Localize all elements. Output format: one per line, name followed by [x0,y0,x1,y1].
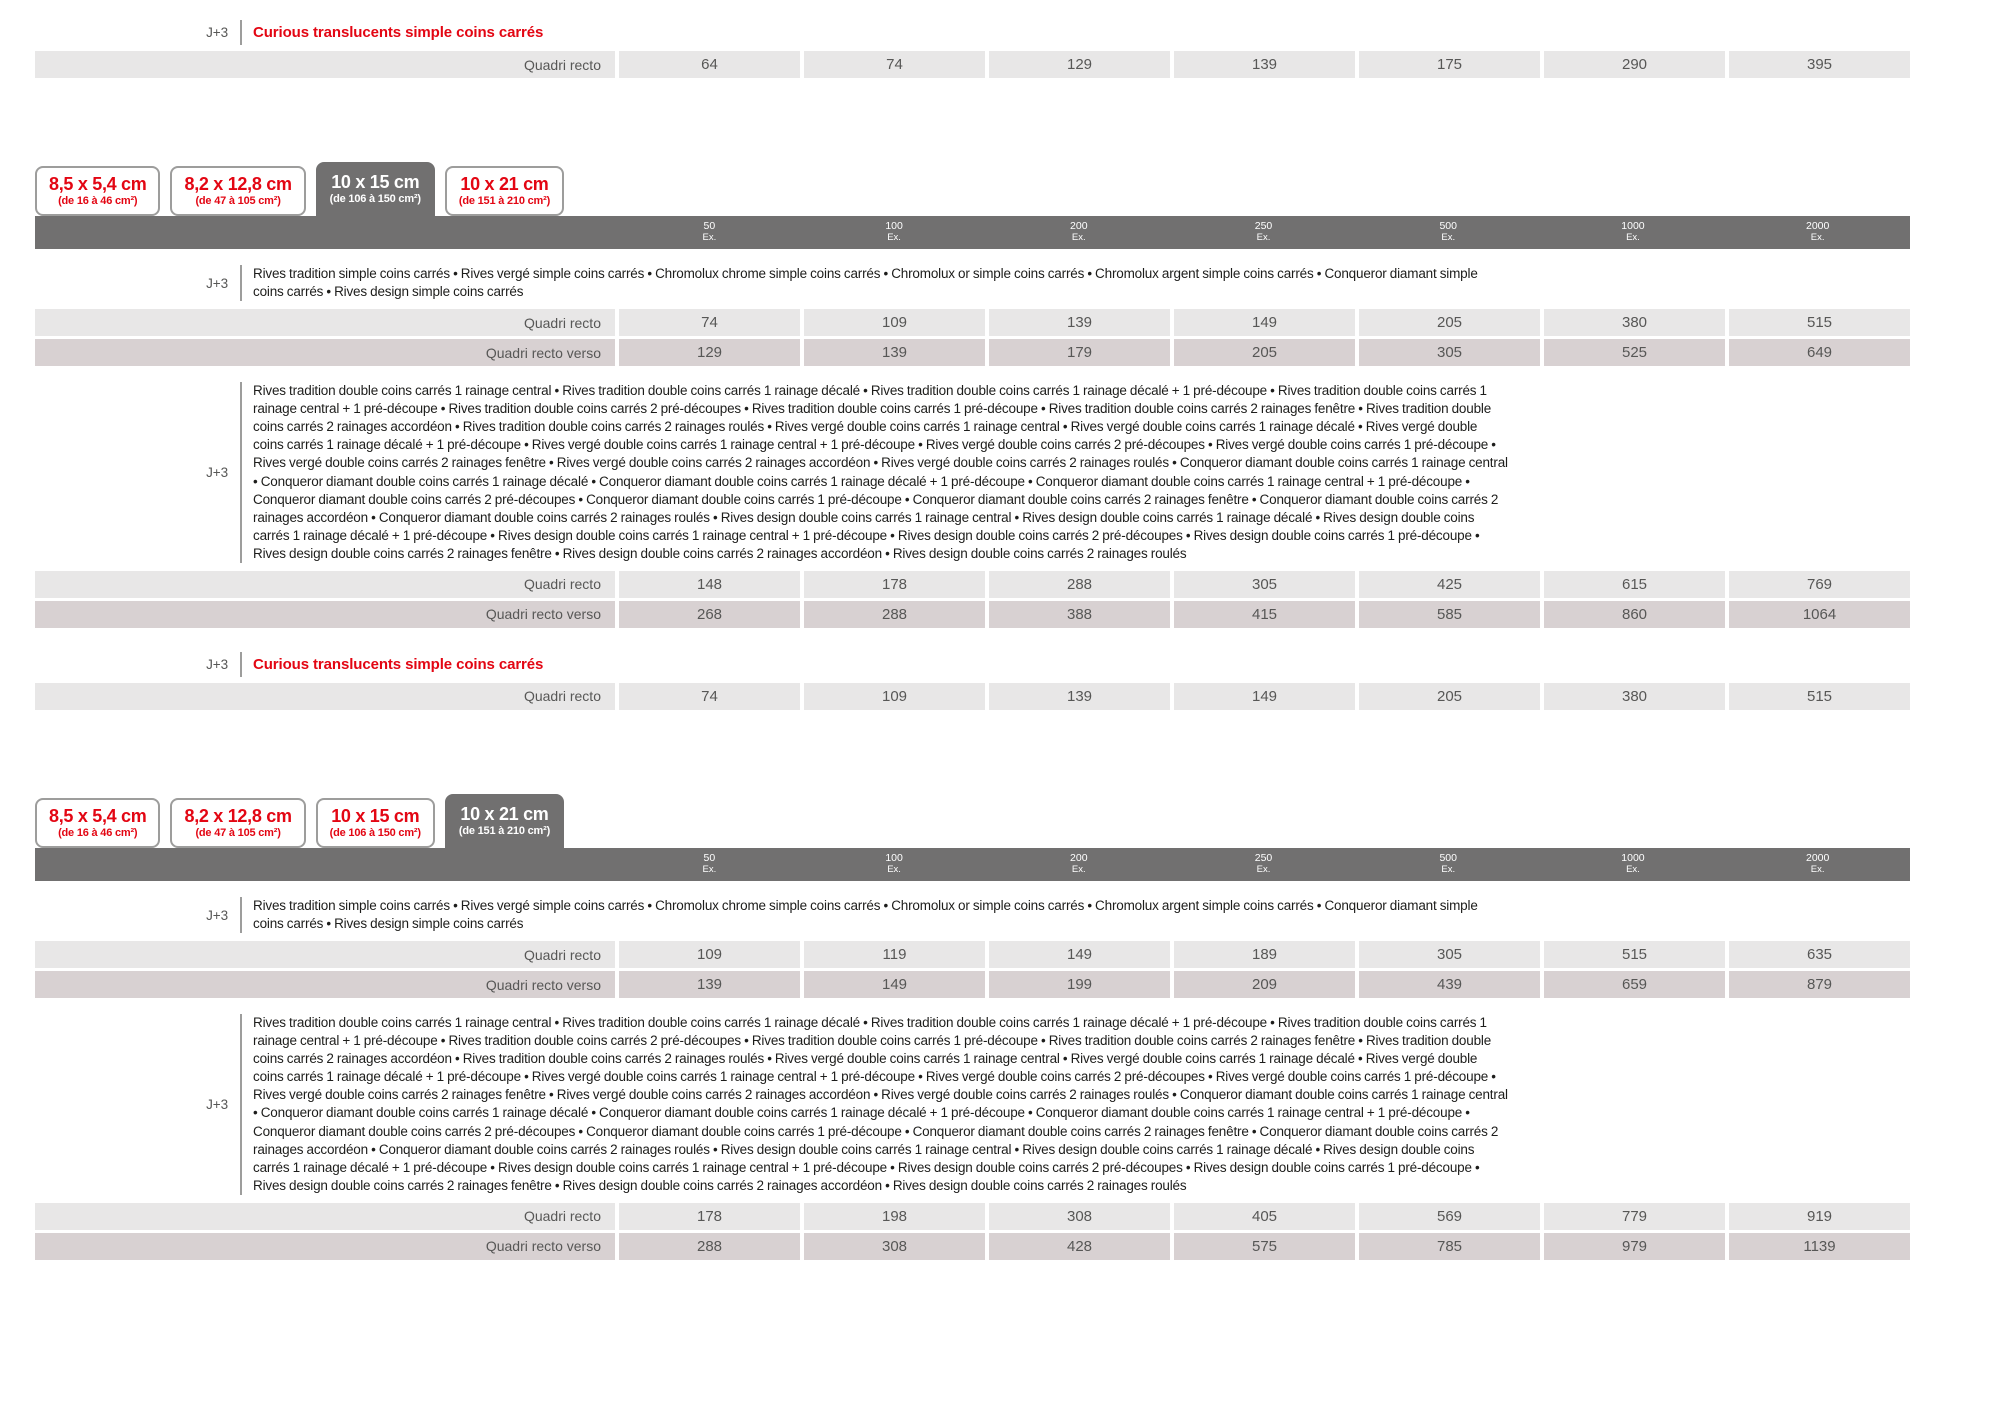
lead-time-label: J+3 [206,656,228,672]
table-row [35,941,1910,968]
price-cell: 178 [804,571,985,598]
quantity-header-cell [802,848,987,881]
quantity-value: 100 [885,852,903,865]
format-table-blocks [35,162,1910,1260]
row-label: Quadri recto verso [35,601,615,628]
price-cell: 860 [1544,601,1725,628]
table-row [35,1233,1910,1260]
product-list-section [35,382,1910,563]
quantity-unit: Ex. [1441,864,1456,875]
table-row [35,1203,1910,1230]
top-table-rows [35,51,1910,78]
format-table-block [35,794,1910,1260]
quantity-unit: Ex. [1256,232,1271,244]
price-cell: 290 [1544,51,1725,78]
format-tab-size: 8,2 x 12,8 cm [184,805,292,826]
price-cell: 139 [989,683,1170,710]
row-label: Quadri recto [35,1203,615,1230]
quantity-unit: Ex. [1626,232,1640,244]
price-cell: 779 [1544,1203,1725,1230]
quantity-unit: Ex. [702,864,717,875]
price-cell: 425 [1359,571,1540,598]
quantity-unit: Ex. [702,232,717,244]
top-table [35,20,1910,78]
section-heading-text: Curious translucents simple coins carrés [240,20,543,45]
row-label: Quadri recto [35,309,615,336]
lead-time-label: J+3 [206,1096,228,1112]
quantity-unit: Ex. [1810,864,1825,875]
quantity-value: 2000 [1805,852,1830,865]
row-label: Quadri recto [35,683,615,710]
price-cell: 205 [1359,683,1540,710]
quantity-header-bar [35,216,1910,249]
quantity-header-spacer [35,848,617,881]
format-tab-size: 8,5 x 5,4 cm [49,174,147,195]
price-cell: 415 [1174,601,1355,628]
price-cell: 979 [1544,1233,1725,1260]
format-tab[interactable] [35,166,160,216]
price-cell: 139 [804,339,985,366]
price-cell: 129 [989,51,1170,78]
product-list-text: Rives tradition simple coins carrés • Rives vergé simple coins carrés • Chromolux chrome simple coins carrés • Chromolux or simple coins carrés • Chromolux argent simple coins carrés • Conqueror diamant simple coins carrés • Rives design simple coins carrés [240,897,1509,933]
price-cell: 74 [619,683,800,710]
quantity-header-cell [986,848,1171,881]
price-cell: 525 [1544,339,1725,366]
price-cell: 575 [1174,1233,1355,1260]
price-cell: 288 [619,1233,800,1260]
quantity-header-cell [802,216,987,249]
quantity-value: 100 [885,220,903,233]
price-cell: 198 [804,1203,985,1230]
format-tab-range: (de 16 à 46 cm²) [58,826,138,839]
price-cell: 139 [1174,51,1355,78]
price-cell: 585 [1359,601,1540,628]
price-cell: 178 [619,1203,800,1230]
price-cell: 380 [1544,683,1725,710]
price-cell: 139 [619,971,800,998]
price-cell: 1064 [1729,601,1910,628]
quantity-value: 1000 [1621,852,1645,865]
price-cell: 288 [804,601,985,628]
quantity-header-cell [617,848,802,881]
price-cell: 149 [1174,683,1355,710]
price-cell: 428 [989,1233,1170,1260]
price-cell: 179 [989,339,1170,366]
price-cell: 659 [1544,971,1725,998]
quantity-value: 1000 [1621,220,1645,233]
price-cell: 139 [989,309,1170,336]
quantity-unit: Ex. [1071,864,1086,875]
quantity-header-cell [1171,216,1356,249]
price-cell: 308 [989,1203,1170,1230]
quantity-header-cell [1725,216,1910,249]
price-cell: 149 [989,941,1170,968]
quantity-value: 200 [1070,220,1088,233]
price-cell: 64 [619,51,800,78]
quantity-value: 500 [1439,220,1457,233]
section-heading [35,652,1910,677]
format-tab-size: 10 x 15 cm [331,172,420,193]
format-tab[interactable] [35,798,160,848]
price-cell: 209 [1174,971,1355,998]
price-cell: 380 [1544,309,1725,336]
price-cell: 769 [1729,571,1910,598]
row-label: Quadri recto verso [35,971,615,998]
price-cell: 109 [804,683,985,710]
format-tab-range: (de 16 à 46 cm²) [58,194,138,207]
row-label: Quadri recto verso [35,339,615,366]
table-row [35,971,1910,998]
format-tab-size: 10 x 21 cm [460,174,549,195]
table-row [35,309,1910,336]
table-row [35,571,1910,598]
price-cell: 615 [1544,571,1725,598]
quantity-unit: Ex. [887,232,901,244]
quantity-header-cell [1171,848,1356,881]
price-cell: 288 [989,571,1170,598]
product-list-section [35,1014,1910,1195]
section-heading-text: Curious translucents simple coins carrés [240,652,543,677]
quantity-value: 500 [1439,852,1457,865]
price-cell: 388 [989,601,1170,628]
price-cell: 119 [804,941,985,968]
product-list-section [35,897,1910,933]
price-cell: 129 [619,339,800,366]
quantity-unit: Ex. [1441,232,1456,244]
quantity-value: 2000 [1805,220,1830,233]
format-tab-range: (de 106 à 150 cm²) [329,192,421,205]
quantity-header-spacer [35,216,617,249]
quantity-value: 250 [1254,220,1273,233]
quantity-header-bar [35,848,1910,881]
table-row [35,51,1910,78]
price-cell: 1139 [1729,1233,1910,1260]
price-cell: 74 [619,309,800,336]
format-tab-size: 10 x 21 cm [460,803,549,824]
format-table-block [35,162,1910,710]
format-tab[interactable] [170,166,305,216]
quantity-unit: Ex. [1626,864,1640,875]
format-tab[interactable] [170,798,305,848]
quantity-header-cell [617,216,802,249]
row-label: Quadri recto [35,51,615,78]
format-tab-range: (de 151 à 210 cm²) [458,824,551,837]
price-cell: 515 [1729,309,1910,336]
product-list-section [35,265,1910,301]
format-tabs [35,162,1910,216]
price-cell: 569 [1359,1203,1540,1230]
quantity-unit: Ex. [1810,232,1825,244]
table-row [35,601,1910,628]
price-cell: 175 [1359,51,1540,78]
quantity-header-cell [1725,848,1910,881]
quantity-header-cell [1356,216,1541,249]
lead-time-label: J+3 [206,25,228,40]
quantity-value: 50 [703,220,716,233]
quantity-header-cell [1541,216,1726,249]
price-cell: 109 [619,941,800,968]
row-label: Quadri recto [35,941,615,968]
price-cell: 308 [804,1233,985,1260]
table-row [35,683,1910,710]
price-cell: 515 [1544,941,1725,968]
lead-time-label: J+3 [206,275,228,291]
quantity-header-cell [1541,848,1726,881]
price-cell: 439 [1359,971,1540,998]
price-cell: 785 [1359,1233,1540,1260]
quantity-value: 50 [703,852,716,865]
price-cell: 879 [1729,971,1910,998]
format-tab-size: 10 x 15 cm [331,805,420,826]
price-cell: 205 [1359,309,1540,336]
price-cell: 405 [1174,1203,1355,1230]
product-list-text: Rives tradition double coins carrés 1 rainage central • Rives tradition double coins carrés 1 rainage décalé • Rives tradition double coins carrés 1 rainage décalé + 1 pré-découpe • Rives tradition double coins carrés 1 rainage central + 1 pré-découpe • Rives tradition double coins carrés 2 pré-découpes • Rives tradition double coins carrés 1 pré-découpe • Rives tradition double coins carrés 2 rainages fenêtre • Rives tradition double coins carrés 2 rainages accordéon • Rives tradition double coins carrés 2 rainages roulés • Rives vergé double coins carrés 1 rainage central • Rives vergé double coins carrés 1 rainage décalé • Rives vergé double coins carrés 1 rainage décalé + 1 pré-découpe • Rives vergé double coins carrés 1 rainage central + 1 pré-découpe • Rives vergé double coins carrés 2 pré-découpes • Rives vergé double coins carrés 1 pré-découpe • Rives vergé double coins carrés 2 rainages fenêtre • Rives vergé double coins carrés 2 rainages accordéon • Rives vergé double coins carrés 2 rainages roulés • Conqueror diamant double coins carrés 1 rainage central • Conqueror diamant double coins carrés 1 rainage décalé • Conqueror diamant double coins carrés 1 rainage décalé + 1 pré-découpe • Conqueror diamant double coins carrés 1 rainage central + 1 pré-découpe • Conqueror diamant double coins carrés 2 pré-découpes • Conqueror diamant double coins carrés 1 pré-découpe • Conqueror diamant double coins carrés 2 rainages fenêtre • Conqueror diamant double coins carrés 2 rainages accordéon • Conqueror diamant double coins carrés 2 rainages roulés • Rives design double coins carrés 1 rainage central • Rives design double coins carrés 1 rainage décalé • Rives design double coins carrés 1 rainage décalé + 1 pré-découpe • Rives design double coins carrés 1 rainage central + 1 pré-découpe • Rives design double coins carrés 2 pré-découpes • Rives design double coins carrés 1 pré-découpe • Rives design double coins carrés 2 rainages fenêtre • Rives design double coins carrés 2 rainages accordéon • Rives design double coins carrés 2 rainages roulés [240,382,1509,563]
table-row [35,339,1910,366]
lead-time-label: J+3 [206,907,228,923]
format-tab-size: 8,2 x 12,8 cm [184,174,292,195]
format-tab-range: (de 106 à 150 cm²) [329,826,421,839]
product-list-text: Rives tradition double coins carrés 1 rainage central • Rives tradition double coins carrés 1 rainage décalé • Rives tradition double coins carrés 1 rainage décalé + 1 pré-découpe • Rives tradition double coins carrés 1 rainage central + 1 pré-découpe • Rives tradition double coins carrés 2 pré-découpes • Rives tradition double coins carrés 1 pré-découpe • Rives tradition double coins carrés 2 rainages fenêtre • Rives tradition double coins carrés 2 rainages accordéon • Rives tradition double coins carrés 2 rainages roulés • Rives vergé double coins carrés 1 rainage central • Rives vergé double coins carrés 1 rainage décalé • Rives vergé double coins carrés 1 rainage décalé + 1 pré-découpe • Rives vergé double coins carrés 1 rainage central + 1 pré-découpe • Rives vergé double coins carrés 2 pré-découpes • Rives vergé double coins carrés 1 pré-découpe • Rives vergé double coins carrés 2 rainages fenêtre • Rives vergé double coins carrés 2 rainages accordéon • Rives vergé double coins carrés 2 rainages roulés • Conqueror diamant double coins carrés 1 rainage central • Conqueror diamant double coins carrés 1 rainage décalé • Conqueror diamant double coins carrés 1 rainage décalé + 1 pré-découpe • Conqueror diamant double coins carrés 1 rainage central + 1 pré-découpe • Conqueror diamant double coins carrés 2 pré-découpes • Conqueror diamant double coins carrés 1 pré-découpe • Conqueror diamant double coins carrés 2 rainages fenêtre • Conqueror diamant double coins carrés 2 rainages accordéon • Conqueror diamant double coins carrés 2 rainages roulés • Rives design double coins carrés 1 rainage central • Rives design double coins carrés 1 rainage décalé • Rives design double coins carrés 1 rainage décalé + 1 pré-découpe • Rives design double coins carrés 1 rainage central + 1 pré-découpe • Rives design double coins carrés 2 pré-découpes • Rives design double coins carrés 1 pré-découpe • Rives design double coins carrés 2 rainages fenêtre • Rives design double coins carrés 2 rainages accordéon • Rives design double coins carrés 2 rainages roulés [240,1014,1509,1195]
format-tabs [35,794,1910,848]
format-tab[interactable] [316,798,435,848]
format-tab-range: (de 47 à 105 cm²) [195,194,281,207]
price-cell: 305 [1359,941,1540,968]
quantity-unit: Ex. [1256,864,1271,875]
price-cell: 305 [1174,571,1355,598]
lead-time-label: J+3 [206,465,228,481]
price-cell: 109 [804,309,985,336]
price-cell: 515 [1729,683,1910,710]
row-label: Quadri recto [35,571,615,598]
price-cell: 148 [619,571,800,598]
price-cell: 395 [1729,51,1910,78]
quantity-value: 200 [1070,852,1088,865]
quantity-unit: Ex. [1071,232,1086,244]
quantity-header-cell [1356,848,1541,881]
section-heading [35,20,1910,45]
format-tab-range: (de 151 à 210 cm²) [458,194,551,207]
quantity-header-cell [986,216,1171,249]
price-cell: 635 [1729,941,1910,968]
price-cell: 205 [1174,339,1355,366]
quantity-value: 250 [1254,852,1273,865]
price-cell: 74 [804,51,985,78]
product-list-text: Rives tradition simple coins carrés • Rives vergé simple coins carrés • Chromolux chrome simple coins carrés • Chromolux or simple coins carrés • Chromolux argent simple coins carrés • Conqueror diamant simple coins carrés • Rives design simple coins carrés [240,265,1509,301]
format-tab[interactable] [316,162,435,216]
price-cell: 149 [804,971,985,998]
price-cell: 305 [1359,339,1540,366]
price-cell: 919 [1729,1203,1910,1230]
row-label: Quadri recto verso [35,1233,615,1260]
format-tab[interactable] [445,166,564,216]
price-cell: 199 [989,971,1170,998]
price-cell: 149 [1174,309,1355,336]
price-cell: 649 [1729,339,1910,366]
format-tab[interactable] [445,794,564,848]
price-cell: 189 [1174,941,1355,968]
format-tab-range: (de 47 à 105 cm²) [195,826,281,839]
quantity-unit: Ex. [887,864,901,875]
format-tab-size: 8,5 x 5,4 cm [49,805,147,826]
price-cell: 268 [619,601,800,628]
